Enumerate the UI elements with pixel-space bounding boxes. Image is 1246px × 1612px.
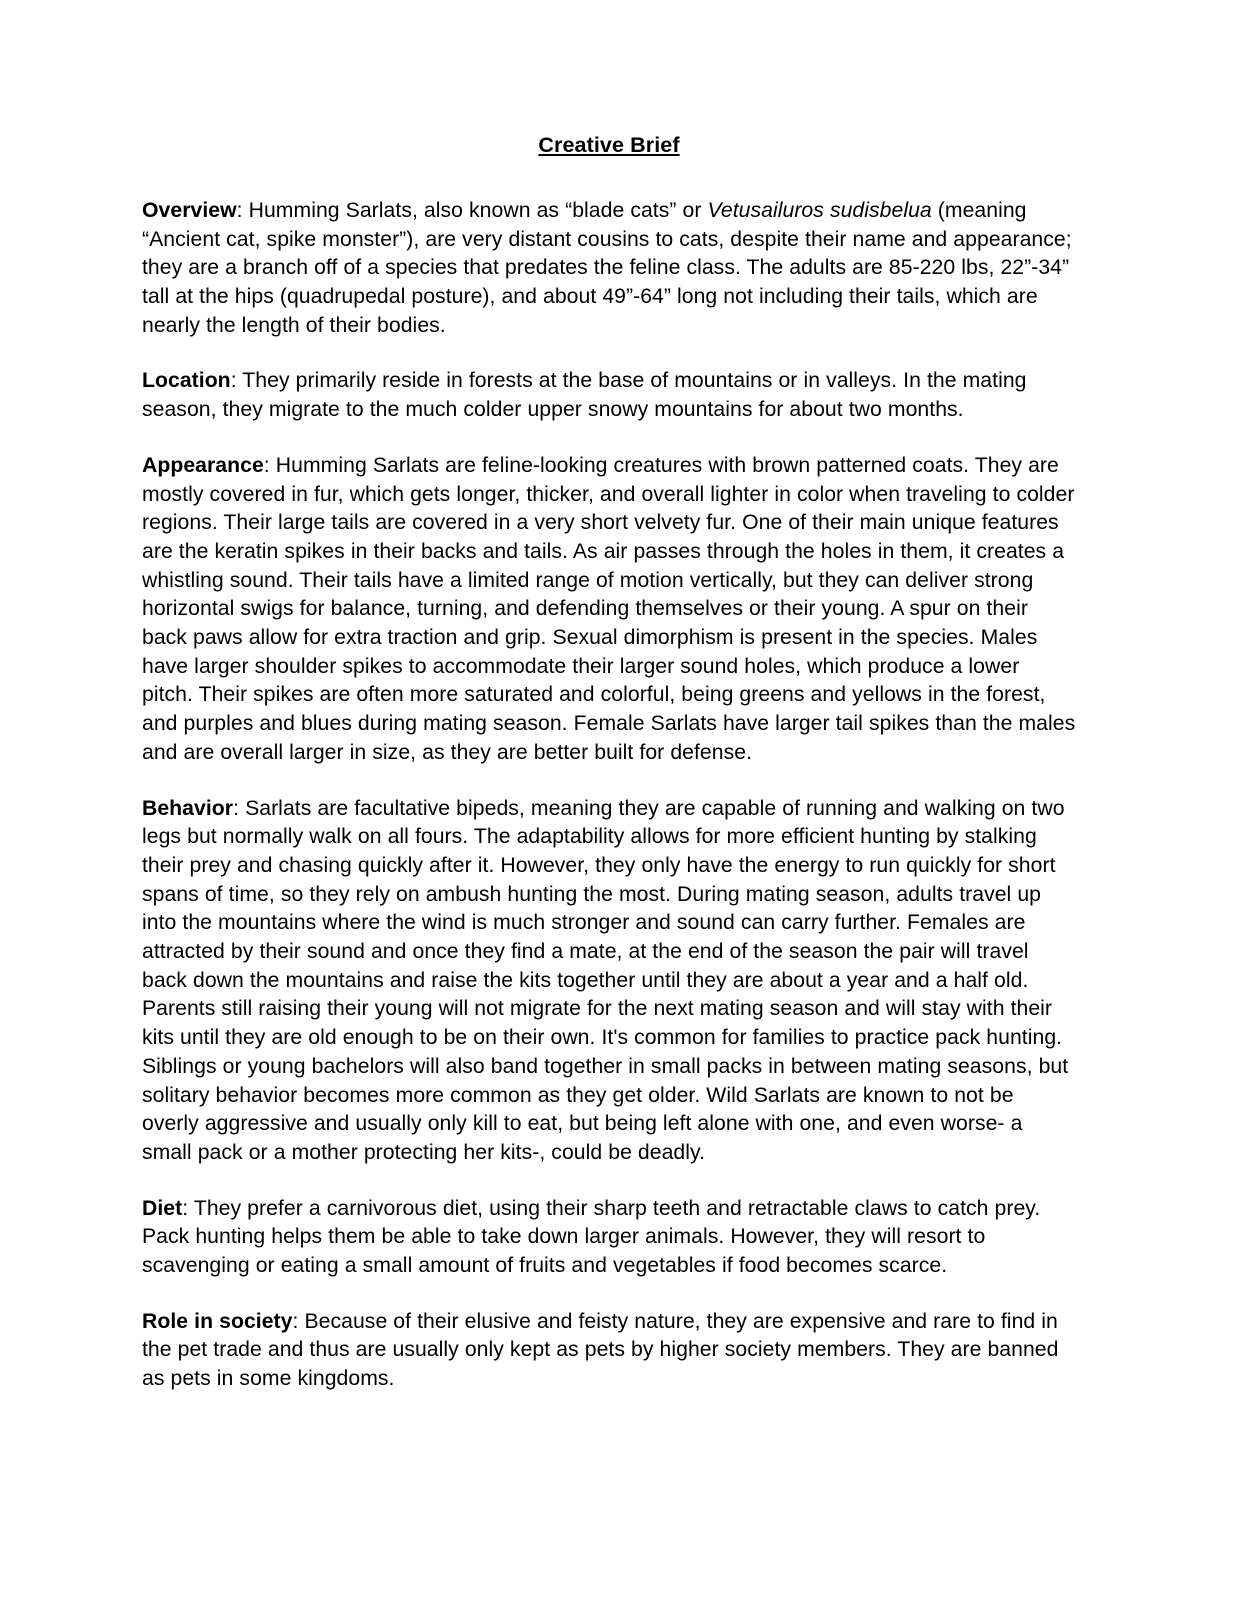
section-role-in-society bbox=[142, 1308, 1076, 1394]
section-body-appearance: Humming Sarlats are feline-looking creatures with brown patterned coats. They are mostly covered in fur, which gets longer, thicker, and overall lighter in color when traveling to colder regions. Their large tails are covered in a very short velvety fur. One of their main unique features are the keratin spikes in their backs and tails. As air passes through the holes in them, it creates a whistling sound. Their tails have a limited range of motion vertically, but they can deliver strong horizontal swigs for balance, turning, and defending themselves or their young. A spur on their back paws allow for extra traction and grip. Sexual dimorphism is present in the species. Males have larger shoulder spikes to accommodate their larger sound holes, which produce a lower pitch. Their spikes are often more saturated and colorful, being greens and yellows in the forest, and purples and blues during mating season. Female Sarlats have larger tail spikes than the males and are overall larger in size, as they are better built for defense. bbox=[142, 453, 1076, 764]
section-body-behavior: Sarlats are facultative bipeds, meaning they are capable of running and walking on two legs but normally walk on all fours. The adaptability allows for more efficient hunting by stalking their prey and chasing quickly after it. However, they only have the energy to run quickly for short spans of time, so they rely on ambush hunting the most. During mating season, adults travel up into the mountains where the wind is much stronger and sound can carry further. Females are attracted by their sound and once they find a mate, at the end of the season the pair will travel back down the mountains and raise the kits together until they are about a year and a half old. Parents still raising their young will not migrate for the next mating season and will stay with their kits until they are old enough to be on their own. It's common for families to practice pack hunting. Siblings or young bachelors will also band together in small packs in between mating seasons, but solitary behavior becomes more common as they get older. Wild Sarlats are known to not be overly aggressive and usually only kill to eat, but being left alone with one, and even worse- a small pack or a mother protecting her kits-, could be deadly. bbox=[142, 796, 1069, 1164]
section-text-overview-after: (meaning “Ancient cat, spike monster”), are very distant cousins to cats, despite their name and appearance; they are a branch off of a species that predates the feline class. The adults are 85-220 lbs, 22”-34” tall at the hips (quadrupedal posture), and about 49”-64” long not including their tails, which are nearly the length of their bodies. bbox=[142, 198, 1072, 337]
section-separator-appearance: : bbox=[263, 453, 276, 477]
page-title: Creative Brief bbox=[538, 133, 680, 157]
section-overview bbox=[142, 197, 1076, 341]
section-appearance bbox=[142, 452, 1076, 768]
section-separator-diet: : bbox=[182, 1196, 194, 1220]
section-diet bbox=[142, 1195, 1076, 1281]
section-separator-behavior: : bbox=[233, 796, 246, 820]
section-separator-role-in-society: : bbox=[292, 1309, 305, 1333]
section-heading-role-in-society: Role in society bbox=[142, 1309, 293, 1333]
scientific-name: Vetusailuros sudisbelua bbox=[707, 198, 932, 222]
section-heading-appearance: Appearance bbox=[142, 453, 264, 477]
section-heading-behavior: Behavior bbox=[142, 796, 234, 820]
section-separator-overview: : bbox=[236, 198, 249, 222]
section-body-diet: They prefer a carnivorous diet, using their sharp teeth and retractable claws to catch prey. Pack hunting helps them be able to take down larger animals. However, they will resort to scavenging or eating a small amount of fruits and vegetables if food becomes scarce. bbox=[142, 1196, 1041, 1278]
section-body-location: They primarily reside in forests at the base of mountains or in valleys. In the mating season, they migrate to the much colder upper snowy mountains for about two months. bbox=[142, 369, 1027, 422]
document-content bbox=[142, 132, 1076, 1394]
section-behavior bbox=[142, 795, 1076, 1168]
section-heading-location: Location bbox=[142, 369, 231, 393]
section-text-overview-before: Humming Sarlats, also known as “blade cats” or bbox=[248, 198, 708, 222]
section-heading-overview: Overview bbox=[142, 198, 237, 222]
section-separator-location: : bbox=[230, 369, 243, 393]
section-heading-diet: Diet bbox=[142, 1196, 183, 1220]
section-body-role-in-society: Because of their elusive and feisty nature, they are expensive and rare to find in the pet trade and thus are usually only kept as pets by higher society members. They are banned as pets in some kingdoms. bbox=[142, 1309, 1059, 1391]
section-location bbox=[142, 367, 1076, 424]
